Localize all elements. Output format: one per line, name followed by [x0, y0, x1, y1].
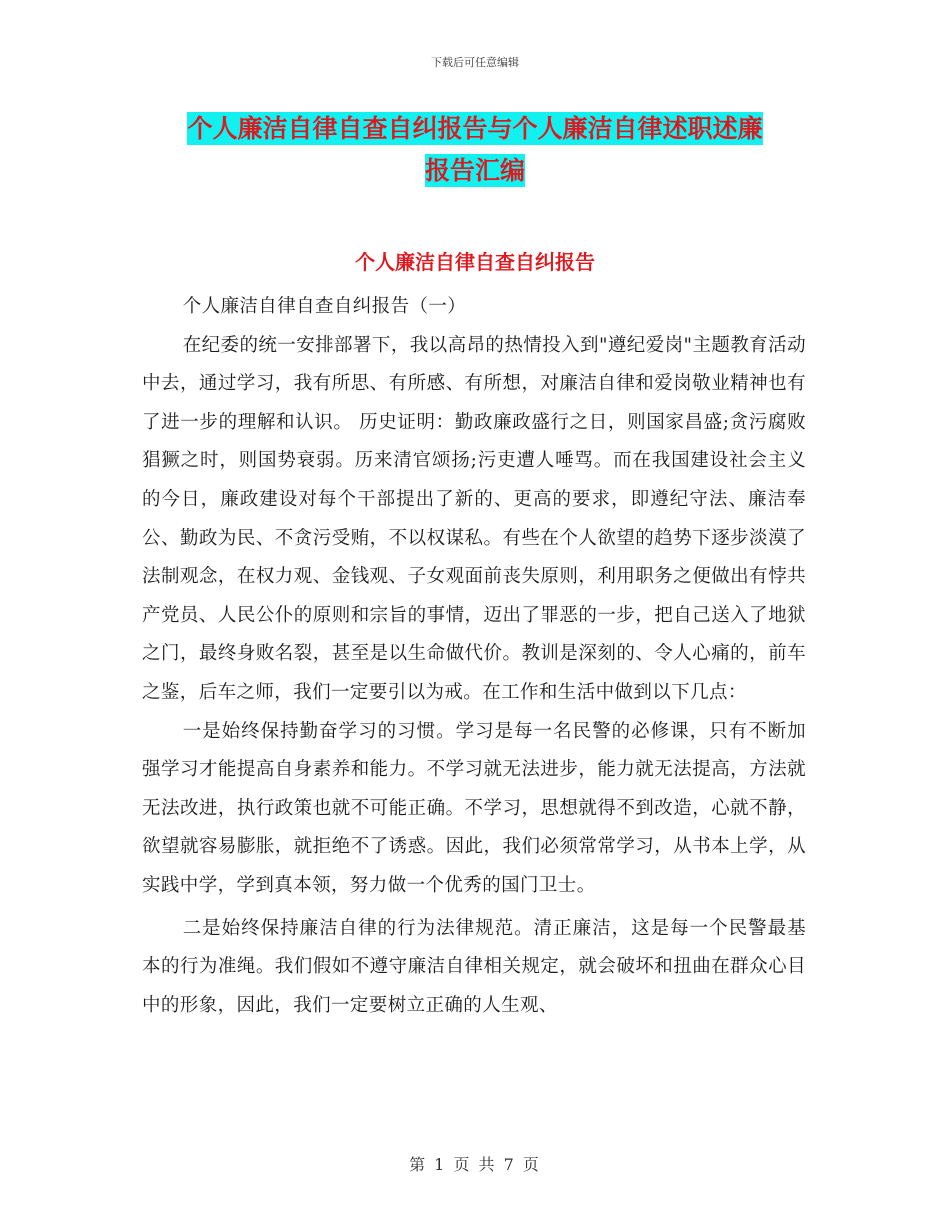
paragraph-point-2: 二是始终保持廉洁自律的行为法律规范。清正廉洁，这是每一个民警最基本的行为准绳。我们假如不遵守廉洁自律相关规定，就会破坏和扭曲在群众心目中的形象，因此，我们一定要树立正确的人生观、	[142, 917, 806, 1016]
document-body	[142, 288, 806, 1025]
document-title	[140, 108, 810, 192]
page-header-note: 下载后可任意编辑	[431, 56, 519, 69]
paragraph-point-1: 一是始终保持勤奋学习的习惯。学习是每一名民警的必修课，只有不断加强学习才能提高自身素养和能力。不学习就无法进步，能力就无法提高，方法就无法改进，执行政策也就不可能正确。不学习，思想就得不到改造，心就不静，欲望就容易膨胀，就拒绝不了诱惑。因此，我们必须常常学习，从书本上学，从实践中学，学到真本领，努力做一个优秀的国门卫士。	[142, 720, 806, 896]
title-line-2: 报告汇编	[424, 156, 525, 185]
paragraph-subtitle: 个人廉洁自律自查自纠报告（一）	[182, 296, 467, 317]
page-number: 第 1 页 共 7 页	[409, 1155, 541, 1174]
section-title: 个人廉洁自律自查自纠报告	[355, 250, 595, 274]
title-line-1: 个人廉洁自律自查自纠报告与个人廉洁自律述职述廉	[187, 114, 763, 143]
paragraph-intro: 在纪委的统一安排部署下，我以高昂的热情投入到"遵纪爱岗"主题教育活动中去，通过学习，我有所思、有所感、有所想，对廉洁自律和爱岗敬业精神也有了进一步的理解和认识。 历史证明：勤政廉政盛行之日，则国家昌盛;贪污腐败猖獗之时，则国势衰弱。历来清官颂扬;污吏遭人唾骂。而在我国建设社会主义的今日，廉政建设对每个干部提出了新的、更高的要求，即遵纪守法、廉洁奉公、勤政为民、不贪污受贿，不以权谋私。有些在个人欲望的趋势下逐步淡漠了法制观念，在权力观、金钱观、子女观面前丧失原则，利用职务之便做出有悖共产党员、人民公仆的原则和宗旨的事情，迈出了罪恶的一步，把自己送入了地狱之门，最终身败名裂，甚至是以生命做代价。教训是深刻的、令人心痛的，前车之鉴，后车之师，我们一定要引以为戒。在工作和生活中做到以下几点：	[142, 334, 806, 703]
